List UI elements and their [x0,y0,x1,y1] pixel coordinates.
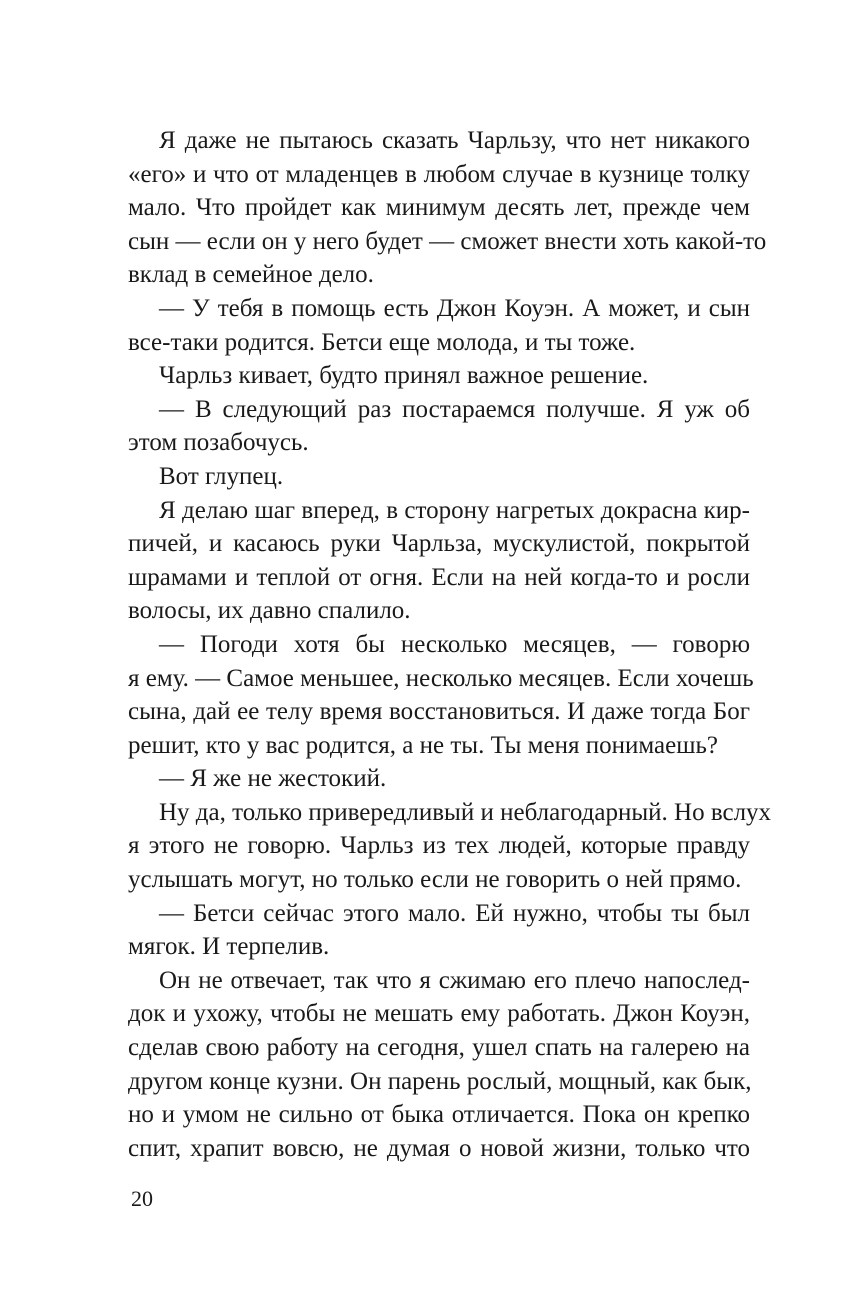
text-line: вклад в семейное дело. [128,261,374,289]
text-line: услышать могут, но только если не говорить о ней прямо. [128,866,742,894]
paragraph [128,359,750,393]
text-line: — В следующий раз постараемся получше. Я уж об [159,395,750,423]
paragraph [128,897,750,964]
text-line: но и умом не сильно от быка отличается. Пока он крепко [128,1101,750,1129]
text-line: Чарльз кивает, будто принял важное решение. [159,362,649,390]
text-line: сделав свою работу на сегодня, ушел спать на галерею на [128,1034,750,1062]
text-line: мягок. И терпелив. [128,933,330,961]
text-line: — Я же не жестокий. [159,765,387,793]
paragraph [128,762,750,796]
text-line: Ну да, только привередливый и неблагодарный. Но вслух [159,798,772,826]
paragraph [128,494,750,628]
text-line: спит, храпит вовсю, не думая о новой жизни, только что [128,1134,750,1162]
text-line: Он не отвечает, так что я сжимаю его плечо напослед- [159,966,750,994]
text-line: Я даже не пытаюсь сказать Чарльзу, что нет никакого [159,127,750,154]
page-text [128,124,772,1165]
text-line: другом конце кузни. Он парень рослый, мощный, как бык, [128,1067,752,1095]
text-line: я ему. — Самое меньшее, несколько месяцев. Если хочешь [128,664,754,692]
text-line: — Погоди хотя бы несколько месяцев, — говорю [159,630,750,658]
text-line: — Бетси сейчас этого мало. Ей нужно, чтобы ты был [159,899,750,927]
text-line: сына, дай ее телу время восстановиться. И даже тогда Бог [128,698,750,726]
text-line: я этого не говорю. Чарльз из тех людей, которые правду [128,832,750,860]
text-line: мало. Что пройдет как минимум десять лет, прежде чем [128,194,750,222]
text-line: этом позабочусь. [128,429,309,457]
text-line: пичей, и касаюсь руки Чарльза, мускулистой, покрытой [128,530,750,558]
text-line: шрамами и теплой от огня. Если на ней когда-то и росли [128,563,750,591]
page-number: 20 [131,1186,153,1211]
paragraph [128,460,750,494]
text-line: док и ухожу, чтобы не мешать ему работать. Джон Коуэн, [128,1000,750,1028]
paragraph [128,964,750,1166]
paragraph [128,124,767,292]
text-line: все-таки родится. Бетси еще молода, и ты тоже. [128,328,636,356]
paragraph [128,393,750,460]
text-line: волосы, их давно спалило. [128,597,411,625]
text-line: сын — если он у него будет — сможет внести хоть какой-то [128,227,767,255]
text-line: «его» и что от младенцев в любом случае в кузнице толку [128,160,750,188]
text-line: — У тебя в помощь есть Джон Коуэн. А может, и сын [159,294,750,322]
paragraph [128,628,754,762]
text-line: решит, кто у вас родится, а не ты. Ты меня понимаешь? [128,731,718,759]
text-line: Я делаю шаг вперед, в сторону нагретых докрасна кир- [159,496,750,524]
paragraph [128,796,772,897]
text-line: Вот глупец. [159,462,284,490]
paragraph [128,292,750,359]
